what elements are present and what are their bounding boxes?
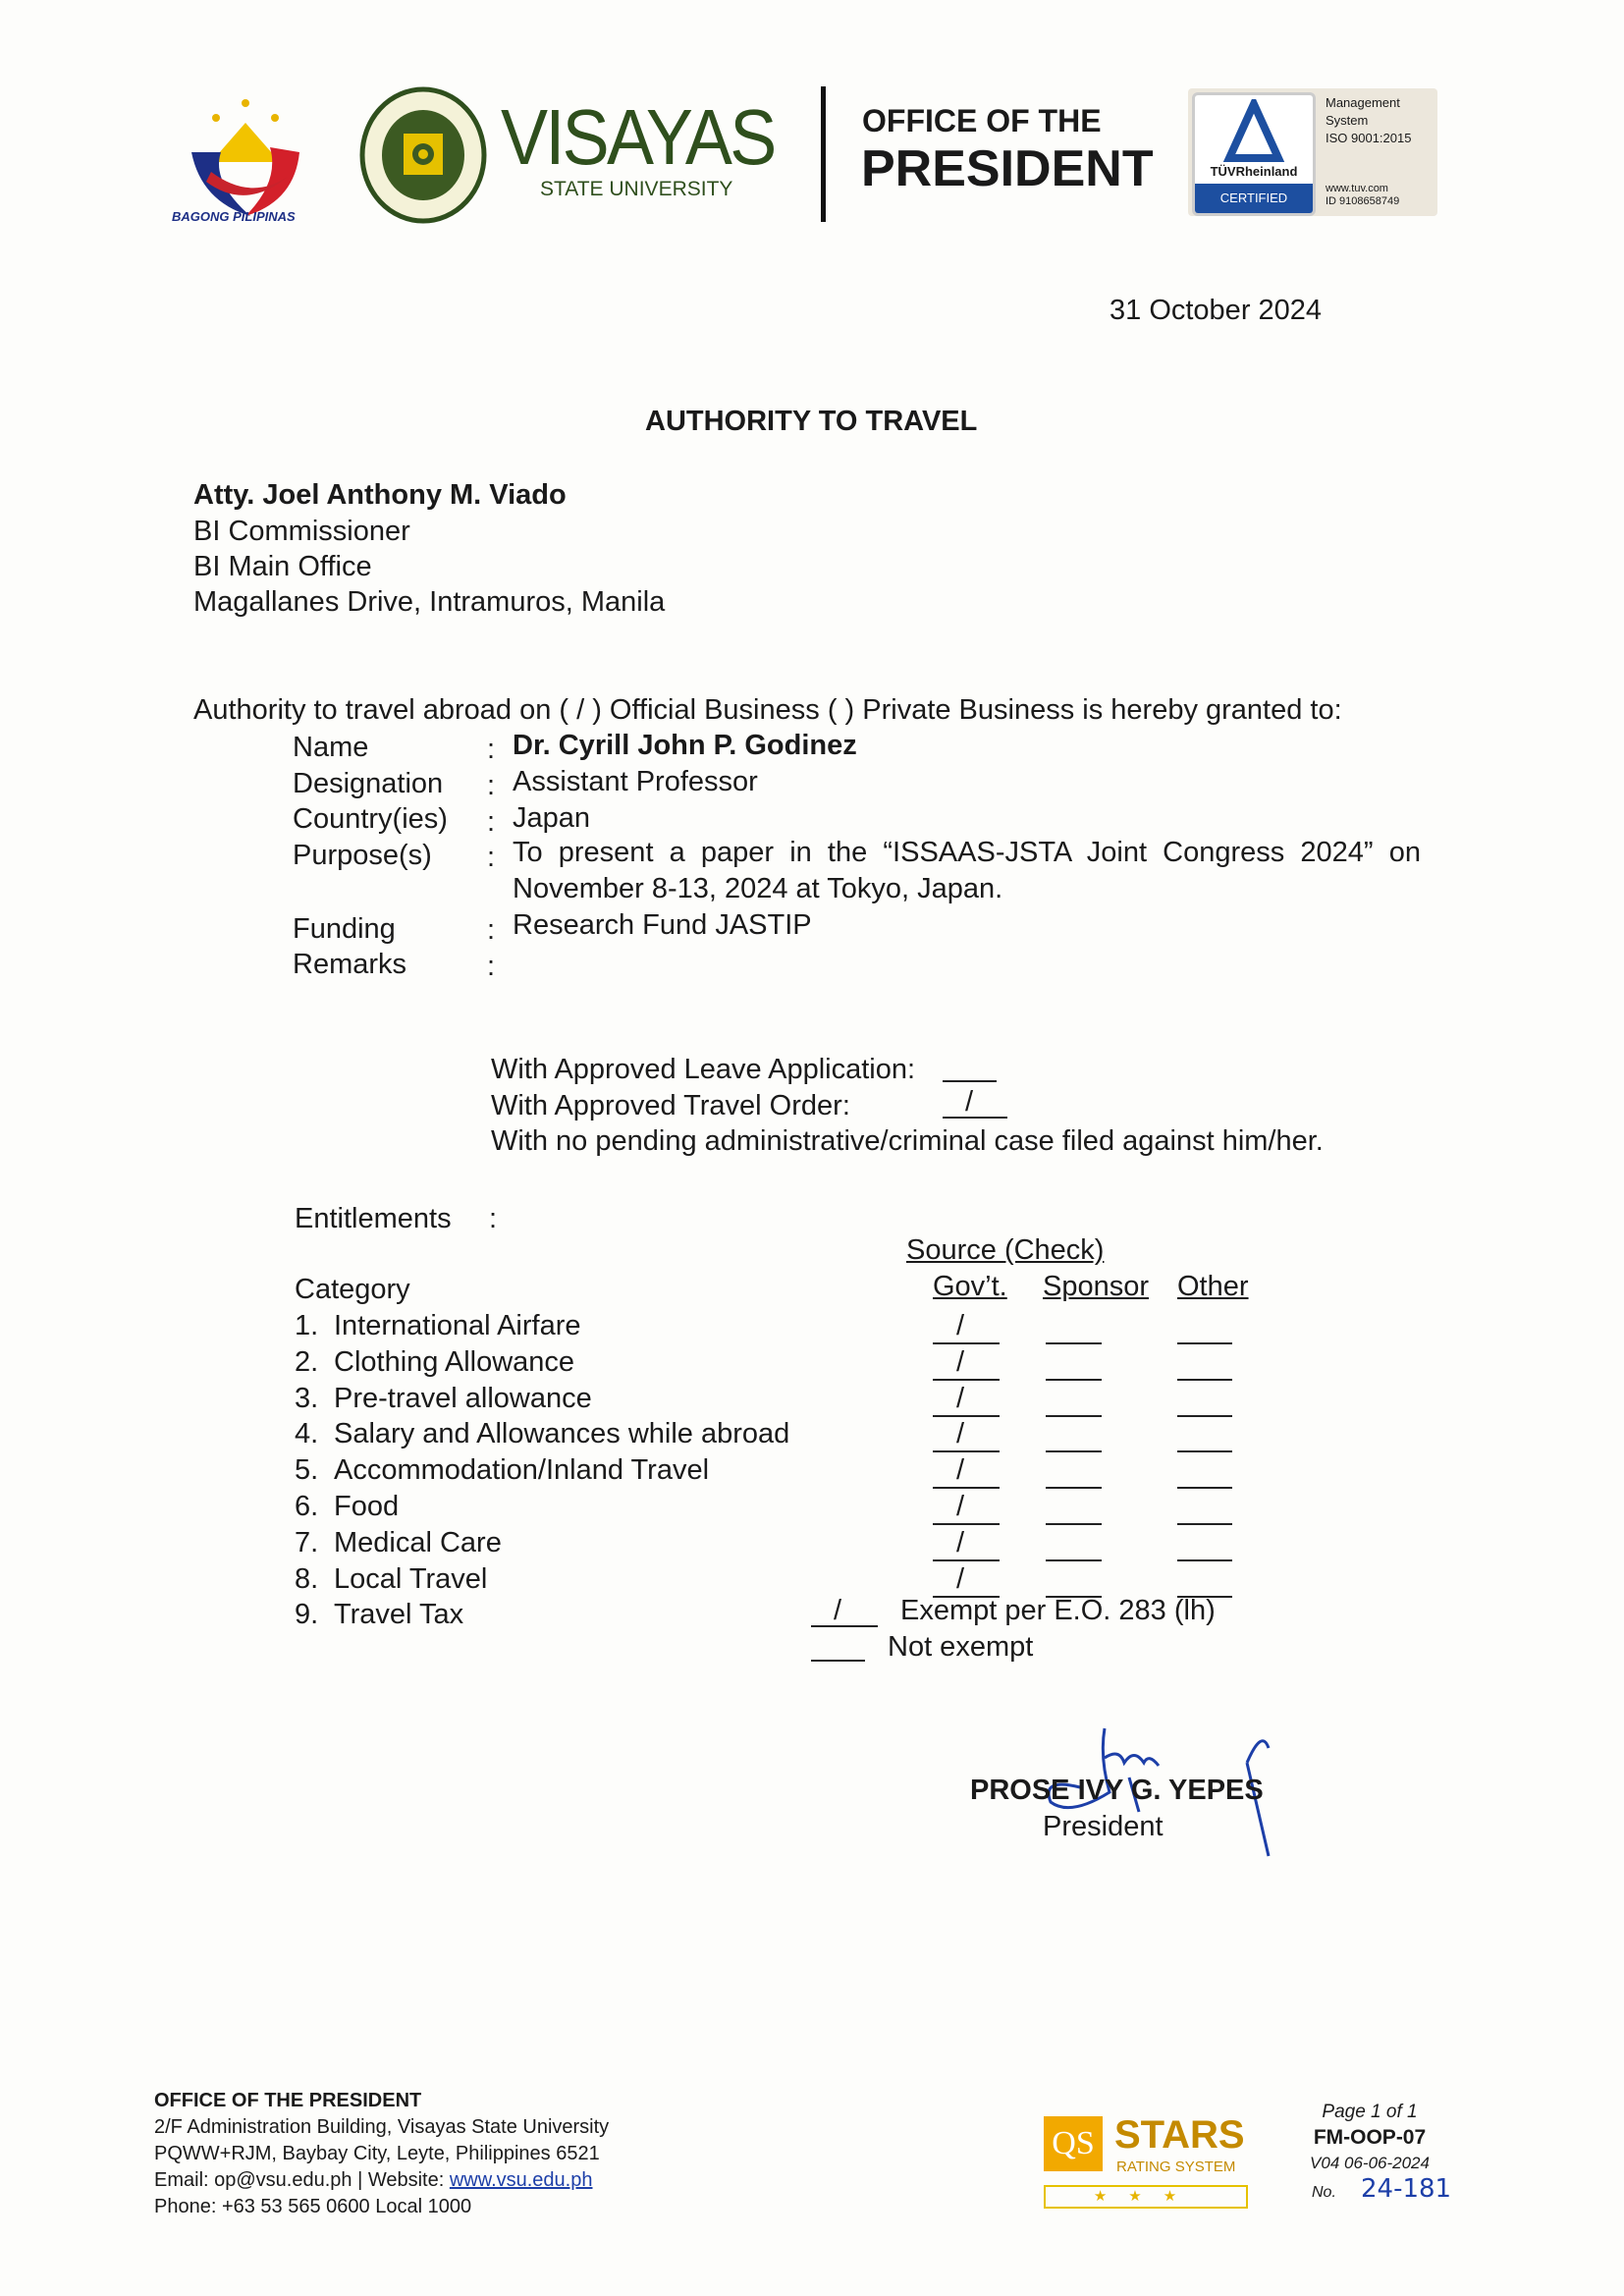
- document-title: AUTHORITY TO TRAVEL: [645, 406, 978, 437]
- tax-exempt-check: /: [834, 1595, 842, 1626]
- footer-email: Email: op@vsu.edu.ph | Website:: [154, 2169, 450, 2191]
- entitlements-label: Entitlements: [295, 1203, 452, 1234]
- govt-check: /: [956, 1526, 965, 1558]
- qs-box: QS: [1044, 2116, 1103, 2171]
- tuv-certified: CERTIFIED: [1195, 184, 1313, 213]
- govt-check: /: [956, 1418, 965, 1450]
- entitlement-number: 9.: [295, 1599, 319, 1631]
- qs-rating-text: RATING SYSTEM: [1116, 2159, 1236, 2175]
- column-govt: Gov’t.: [933, 1271, 1007, 1302]
- other-blank: [1177, 1487, 1232, 1489]
- detail-value-designation: Assistant Professor: [513, 766, 758, 797]
- tuv-web: www.tuv.com: [1326, 183, 1388, 194]
- govt-blank: [933, 1342, 1000, 1344]
- footer-address2: PQWW+RJM, Baybay City, Leyte, Philippines 6521: [154, 2143, 600, 2164]
- govt-check: /: [956, 1562, 965, 1595]
- tuv-brand: TÜVRheinland: [1210, 164, 1298, 179]
- tuv-triangle-icon: [1195, 99, 1313, 168]
- entitlements-colon: :: [489, 1203, 498, 1234]
- footer-website-link[interactable]: www.vsu.edu.ph: [449, 2169, 593, 2191]
- detail-value-country: Japan: [513, 802, 591, 834]
- govt-check: /: [956, 1491, 965, 1522]
- header-divider: [821, 86, 826, 222]
- tuv-line2: System: [1326, 113, 1369, 128]
- detail-colons: : : : : : :: [487, 734, 496, 982]
- govt-check: /: [956, 1345, 965, 1378]
- tuv-line3: ISO 9001:2015: [1326, 131, 1412, 145]
- entitlement-number: 1.: [295, 1310, 319, 1341]
- entitlement-number: 8.: [295, 1562, 319, 1595]
- other-blank: [1177, 1450, 1232, 1452]
- tax-exempt-label: Exempt per E.O. 283 (lh): [900, 1595, 1216, 1626]
- sponsor-blank: [1046, 1523, 1102, 1525]
- addressee-name: Atty. Joel Anthony M. Viado: [193, 479, 567, 511]
- condition-no-case: With no pending administrative/criminal case filed against him/her.: [491, 1125, 1324, 1157]
- tax-not-exempt-blank: [811, 1660, 865, 1662]
- entitlement-number: 2.: [295, 1345, 319, 1378]
- entitlement-number: 3.: [295, 1382, 319, 1414]
- entitlement-name: Clothing Allowance: [334, 1345, 575, 1378]
- doc-number-value: 24-181: [1361, 2174, 1452, 2204]
- university-subname: STATE UNIVERSITY: [540, 178, 733, 200]
- entitlement-number: 6.: [295, 1491, 319, 1522]
- qs-stars-text: STARS: [1114, 2113, 1245, 2157]
- detail-label-designation: Designation: [293, 768, 444, 799]
- other-blank: [1177, 1415, 1232, 1417]
- office-line1: OFFICE OF THE: [862, 103, 1102, 138]
- other-blank: [1177, 1523, 1232, 1525]
- govt-blank: [933, 1415, 1000, 1417]
- entitlement-name: Pre-travel allowance: [334, 1382, 592, 1414]
- entitlement-number: 4.: [295, 1418, 319, 1450]
- govt-check: /: [956, 1454, 965, 1487]
- column-sponsor: Sponsor: [1043, 1271, 1150, 1302]
- entitlement-number: 7.: [295, 1526, 319, 1558]
- detail-label-name: Name: [293, 732, 369, 763]
- entitlement-name: Salary and Allowances while abroad: [334, 1418, 790, 1450]
- detail-label-funding: Funding: [293, 913, 396, 945]
- detail-value-funding: Research Fund JASTIP: [513, 909, 812, 941]
- signatory-title: President: [1043, 1811, 1164, 1842]
- qs-stars-logo: [1044, 2113, 1250, 2212]
- source-header: Source (Check): [906, 1234, 1105, 1266]
- detail-value-purpose-line2: November 8-13, 2024 at Tokyo, Japan.: [513, 873, 1003, 904]
- govt-blank: [933, 1450, 1000, 1452]
- govt-blank: [933, 1559, 1000, 1561]
- column-other: Other: [1177, 1271, 1249, 1302]
- entitlement-name: Travel Tax: [334, 1599, 464, 1631]
- form-code: FM-OOP-07: [1313, 2126, 1427, 2149]
- sponsor-blank: [1046, 1559, 1102, 1561]
- entitlement-name: International Airfare: [334, 1310, 581, 1341]
- sponsor-blank: [1046, 1487, 1102, 1489]
- entitlement-name: Food: [334, 1491, 400, 1522]
- detail-value-name: Dr. Cyrill John P. Godinez: [513, 730, 857, 761]
- govt-check: /: [956, 1310, 965, 1341]
- tuv-line1: Management: [1326, 95, 1400, 110]
- other-blank: [1177, 1342, 1232, 1344]
- other-blank: [1177, 1379, 1232, 1381]
- detail-value-purpose: To present a paper in the “ISSAAS-JSTA Joint Congress 2024” on: [513, 837, 1421, 868]
- condition-travel-order-blank: [943, 1117, 1007, 1119]
- condition-leave: With Approved Leave Application:: [491, 1054, 916, 1085]
- doc-number-label: No.: [1312, 2184, 1336, 2201]
- signatory-name: PROSE IVY G. YEPES: [970, 1775, 1264, 1806]
- detail-label-remarks: Remarks: [293, 949, 407, 980]
- entitlement-name: Medical Care: [334, 1526, 502, 1558]
- condition-travel-order-check: /: [965, 1086, 974, 1118]
- addressee-address: Magallanes Drive, Intramuros, Manila: [193, 586, 666, 618]
- sponsor-blank: [1046, 1342, 1102, 1344]
- qs-star-rating: ★★★: [1044, 2185, 1248, 2209]
- govt-blank: [933, 1379, 1000, 1381]
- footer-address1: 2/F Administration Building, Visayas State University: [154, 2116, 610, 2138]
- sponsor-blank: [1046, 1450, 1102, 1452]
- tuv-certification-badge: [1188, 88, 1437, 216]
- page-number: Page 1 of 1: [1322, 2102, 1418, 2122]
- govt-check: /: [956, 1382, 965, 1414]
- govt-blank: [933, 1523, 1000, 1525]
- detail-label-country: Country(ies): [293, 803, 448, 835]
- condition-travel-order: With Approved Travel Order:: [491, 1090, 850, 1121]
- entitlement-name: Accommodation/Inland Travel: [334, 1454, 710, 1487]
- addressee-position: BI Commissioner: [193, 516, 410, 547]
- detail-label-purpose: Purpose(s): [293, 840, 432, 871]
- tax-exempt-blank: [811, 1625, 878, 1627]
- office-line2: PRESIDENT: [861, 140, 1154, 197]
- condition-leave-blank: [943, 1080, 997, 1082]
- bagong-pilipinas-logo: [172, 93, 319, 231]
- entitlement-name: Local Travel: [334, 1562, 488, 1595]
- footer-phone: Phone: +63 53 565 0600 Local 1000: [154, 2196, 472, 2217]
- form-version: V04 06-06-2024: [1310, 2154, 1430, 2172]
- tuv-id: ID 9108658749: [1326, 195, 1400, 207]
- bagong-pilipinas-text: BAGONG PILIPINAS: [172, 209, 296, 224]
- footer-office: OFFICE OF THE PRESIDENT: [154, 2090, 422, 2111]
- category-header: Category: [295, 1274, 410, 1305]
- govt-blank: [933, 1487, 1000, 1489]
- university-seal: [359, 86, 487, 224]
- other-blank: [1177, 1559, 1232, 1561]
- sponsor-blank: [1046, 1415, 1102, 1417]
- authority-intro: Authority to travel abroad on ( / ) Official Business ( ) Private Business is hereby granted to:: [193, 694, 1342, 726]
- tax-not-exempt-label: Not exempt: [888, 1631, 1034, 1663]
- addressee-office: BI Main Office: [193, 551, 372, 582]
- university-name: VISAYAS: [501, 93, 775, 181]
- document-date: 31 October 2024: [1110, 295, 1323, 326]
- entitlement-number: 5.: [295, 1454, 319, 1487]
- sponsor-blank: [1046, 1379, 1102, 1381]
